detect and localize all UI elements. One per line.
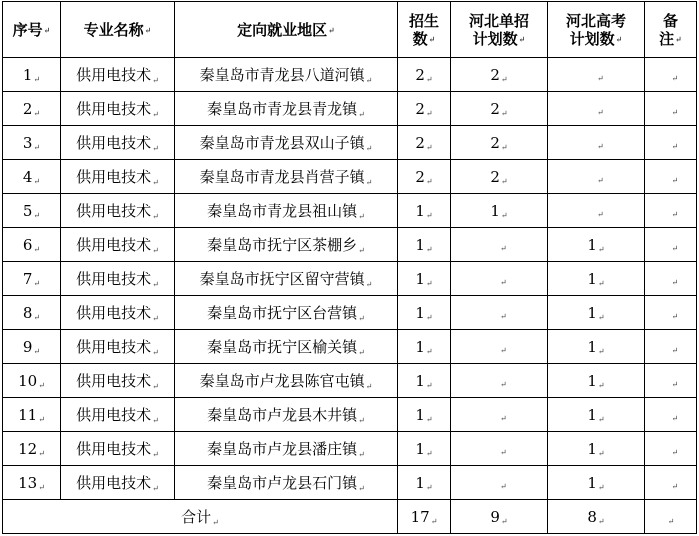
table-row bbox=[3, 296, 697, 330]
note-cell bbox=[645, 92, 697, 126]
paragraph-mark-icon: ↵ bbox=[500, 244, 507, 253]
paragraph-mark-icon: ↵ bbox=[671, 142, 679, 151]
single-plan-cell bbox=[451, 398, 548, 432]
major-cell-text: 供用电技术 bbox=[76, 304, 152, 322]
enroll-cell-text: 1 bbox=[415, 371, 425, 390]
enroll-cell bbox=[398, 194, 451, 228]
paragraph-mark-icon: ↵ bbox=[152, 382, 159, 391]
paragraph-mark-icon: ↵ bbox=[500, 346, 507, 355]
seq-cell-text: 8 bbox=[22, 303, 33, 322]
region-cell-text: 秦皇岛市卢龙县木井镇 bbox=[207, 406, 358, 424]
paragraph-mark-icon: ↵ bbox=[212, 518, 219, 527]
note-cell bbox=[645, 126, 697, 160]
note-cell bbox=[645, 228, 697, 262]
region-cell bbox=[175, 194, 398, 228]
seq-cell bbox=[3, 262, 61, 296]
region-cell-text: 秦皇岛市青龙县肖营子镇 bbox=[199, 168, 365, 186]
single-plan-cell-text: 2 bbox=[490, 99, 500, 118]
major-cell bbox=[61, 296, 175, 330]
gaokao-plan-cell bbox=[548, 58, 645, 92]
gaokao-plan-cell bbox=[548, 398, 645, 432]
paragraph-mark-icon: ↵ bbox=[597, 108, 604, 117]
major-cell bbox=[61, 466, 175, 500]
header-major: 专业名称↵ bbox=[61, 2, 175, 58]
paragraph-mark-icon: ↵ bbox=[597, 244, 605, 254]
paragraph-mark-icon: ↵ bbox=[597, 414, 605, 424]
total-single-plan: 9↵ bbox=[451, 500, 548, 534]
paragraph-mark-icon: ↵ bbox=[597, 448, 605, 458]
table-row bbox=[3, 160, 697, 194]
paragraph-mark-icon: ↵ bbox=[425, 312, 433, 322]
major-cell-text: 供用电技术 bbox=[76, 202, 152, 220]
enroll-cell bbox=[398, 296, 451, 330]
paragraph-mark-icon: ↵ bbox=[671, 414, 679, 423]
paragraph-mark-icon: ↵ bbox=[597, 142, 604, 151]
paragraph-mark-icon: ↵ bbox=[365, 76, 373, 85]
major-cell-text: 供用电技术 bbox=[76, 100, 152, 118]
gaokao-plan-cell bbox=[548, 160, 645, 194]
paragraph-mark-icon: ↵ bbox=[152, 416, 159, 425]
single-plan-cell bbox=[451, 466, 548, 500]
paragraph-mark-icon: ↵ bbox=[425, 142, 433, 152]
enroll-cell bbox=[398, 58, 451, 92]
enroll-cell-text: 1 bbox=[415, 439, 425, 458]
region-cell-text: 秦皇岛市抚宁区台营镇 bbox=[207, 304, 358, 322]
paragraph-mark-icon: ↵ bbox=[358, 450, 365, 459]
paragraph-mark-icon: ↵ bbox=[425, 482, 433, 492]
seq-cell-text: 4 bbox=[22, 167, 33, 186]
region-cell bbox=[175, 92, 398, 126]
paragraph-mark-icon: ↵ bbox=[38, 448, 45, 458]
paragraph-mark-icon: ↵ bbox=[425, 448, 433, 458]
paragraph-mark-icon: ↵ bbox=[671, 278, 679, 287]
enroll-cell bbox=[398, 262, 451, 296]
gaokao-plan-cell bbox=[548, 364, 645, 398]
paragraph-mark-icon: ↵ bbox=[671, 244, 679, 253]
seq-cell bbox=[3, 126, 61, 160]
paragraph-mark-icon: ↵ bbox=[597, 516, 605, 526]
gaokao-plan-cell bbox=[548, 432, 645, 466]
region-cell bbox=[175, 432, 398, 466]
paragraph-mark-icon: ↵ bbox=[425, 74, 433, 84]
table-body bbox=[3, 58, 697, 534]
paragraph-mark-icon: ↵ bbox=[425, 210, 433, 220]
region-cell-text: 秦皇岛市抚宁区榆关镇 bbox=[207, 338, 358, 356]
region-cell-text: 秦皇岛市青龙县青龙镇 bbox=[207, 100, 358, 118]
gaokao-plan-cell bbox=[548, 228, 645, 262]
paragraph-mark-icon: ↵ bbox=[425, 108, 433, 118]
paragraph-mark-icon: ↵ bbox=[500, 210, 508, 220]
major-cell-text: 供用电技术 bbox=[76, 338, 152, 356]
region-cell bbox=[175, 398, 398, 432]
major-cell-text: 供用电技术 bbox=[76, 406, 152, 424]
gaokao-plan-cell-text: 1 bbox=[587, 405, 597, 424]
single-plan-cell bbox=[451, 58, 548, 92]
paragraph-mark-icon: ↵ bbox=[425, 346, 433, 356]
paragraph-mark-icon: ↵ bbox=[358, 110, 365, 119]
note-cell bbox=[645, 364, 697, 398]
region-cell-text: 秦皇岛市卢龙县潘庄镇 bbox=[207, 440, 358, 458]
enroll-cell-text: 2 bbox=[415, 133, 425, 152]
seq-cell-text: 11 bbox=[18, 405, 38, 424]
major-cell bbox=[61, 364, 175, 398]
region-cell bbox=[175, 228, 398, 262]
paragraph-mark-icon: ↵ bbox=[152, 110, 159, 119]
single-plan-cell-text: 2 bbox=[490, 167, 500, 186]
paragraph-mark-icon: ↵ bbox=[358, 314, 365, 323]
paragraph-mark-icon: ↵ bbox=[358, 246, 365, 255]
note-cell bbox=[645, 296, 697, 330]
total-enroll: 17↵ bbox=[398, 500, 451, 534]
region-cell-text: 秦皇岛市青龙县八道河镇 bbox=[199, 66, 365, 84]
paragraph-mark-icon: ↵ bbox=[671, 176, 679, 185]
enroll-cell bbox=[398, 160, 451, 194]
paragraph-mark-icon: ↵ bbox=[358, 484, 365, 493]
region-cell-text: 秦皇岛市青龙县祖山镇 bbox=[207, 202, 358, 220]
enroll-cell bbox=[398, 228, 451, 262]
seq-cell bbox=[3, 398, 61, 432]
major-cell bbox=[61, 330, 175, 364]
seq-cell-text: 6 bbox=[22, 235, 33, 254]
paragraph-mark-icon: ↵ bbox=[152, 484, 159, 493]
enroll-cell bbox=[398, 432, 451, 466]
paragraph-mark-icon: ↵ bbox=[33, 346, 41, 356]
single-plan-cell bbox=[451, 296, 548, 330]
gaokao-plan-cell-text: 1 bbox=[587, 269, 597, 288]
paragraph-mark-icon: ↵ bbox=[152, 280, 159, 289]
enroll-cell-text: 1 bbox=[415, 337, 425, 356]
note-cell bbox=[645, 160, 697, 194]
seq-cell bbox=[3, 228, 61, 262]
gaokao-plan-cell-text: 1 bbox=[587, 439, 597, 458]
region-cell bbox=[175, 58, 398, 92]
major-cell-text: 供用电技术 bbox=[76, 270, 152, 288]
paragraph-mark-icon: ↵ bbox=[500, 278, 507, 287]
note-cell bbox=[645, 262, 697, 296]
gaokao-plan-cell-text: 1 bbox=[587, 235, 597, 254]
region-cell-text: 秦皇岛市青龙县双山子镇 bbox=[199, 134, 365, 152]
gaokao-plan-cell bbox=[548, 296, 645, 330]
paragraph-mark-icon: ↵ bbox=[33, 278, 41, 288]
major-cell bbox=[61, 160, 175, 194]
note-cell bbox=[645, 466, 697, 500]
paragraph-mark-icon: ↵ bbox=[500, 142, 508, 152]
enroll-cell-text: 2 bbox=[415, 167, 425, 186]
enroll-cell-text: 1 bbox=[415, 303, 425, 322]
paragraph-mark-icon: ↵ bbox=[671, 380, 679, 389]
major-cell-text: 供用电技术 bbox=[76, 168, 152, 186]
paragraph-mark-icon: ↵ bbox=[671, 312, 679, 321]
paragraph-mark-icon: ↵ bbox=[358, 416, 365, 425]
major-cell bbox=[61, 262, 175, 296]
seq-cell-text: 10 bbox=[18, 371, 38, 390]
region-cell bbox=[175, 296, 398, 330]
paragraph-mark-icon: ↵ bbox=[597, 74, 604, 83]
region-cell-text: 秦皇岛市抚宁区茶棚乡 bbox=[207, 236, 358, 254]
table-row bbox=[3, 432, 697, 466]
note-cell bbox=[645, 330, 697, 364]
major-cell-text: 供用电技术 bbox=[76, 66, 152, 84]
table-row bbox=[3, 228, 697, 262]
enroll-cell bbox=[398, 330, 451, 364]
seq-cell bbox=[3, 330, 61, 364]
paragraph-mark-icon: ↵ bbox=[33, 210, 41, 220]
region-cell bbox=[175, 262, 398, 296]
region-cell-text: 秦皇岛市抚宁区留守营镇 bbox=[199, 270, 365, 288]
table-row bbox=[3, 466, 697, 500]
paragraph-mark-icon: ↵ bbox=[365, 382, 373, 391]
single-plan-cell bbox=[451, 126, 548, 160]
single-plan-cell bbox=[451, 228, 548, 262]
total-gaokao-plan: 8↵ bbox=[548, 500, 645, 534]
paragraph-mark-icon: ↵ bbox=[597, 210, 604, 219]
header-enroll: 招生 数↵ bbox=[398, 2, 451, 58]
paragraph-mark-icon: ↵ bbox=[33, 142, 41, 152]
seq-cell bbox=[3, 92, 61, 126]
note-cell bbox=[645, 432, 697, 466]
paragraph-mark-icon: ↵ bbox=[425, 380, 433, 390]
seq-cell bbox=[3, 194, 61, 228]
paragraph-mark-icon: ↵ bbox=[671, 210, 679, 219]
table-row bbox=[3, 126, 697, 160]
table-row bbox=[3, 92, 697, 126]
header-gaokao-plan: 河北高考 计划数↵ bbox=[548, 2, 645, 58]
note-cell bbox=[645, 398, 697, 432]
seq-cell bbox=[3, 432, 61, 466]
single-plan-cell bbox=[451, 330, 548, 364]
paragraph-mark-icon: ↵ bbox=[425, 244, 433, 254]
paragraph-mark-icon: ↵ bbox=[597, 346, 605, 356]
paragraph-mark-icon: ↵ bbox=[358, 212, 365, 221]
header-note: 备 注↵ bbox=[645, 2, 697, 58]
single-plan-cell bbox=[451, 194, 548, 228]
paragraph-mark-icon: ↵ bbox=[597, 278, 605, 288]
paragraph-mark-icon: ↵ bbox=[152, 450, 159, 459]
major-cell-text: 供用电技术 bbox=[76, 236, 152, 254]
region-cell-text: 秦皇岛市卢龙县石门镇 bbox=[207, 474, 358, 492]
paragraph-mark-icon: ↵ bbox=[152, 314, 159, 323]
paragraph-mark-icon: ↵ bbox=[33, 74, 41, 84]
paragraph-mark-icon: ↵ bbox=[671, 346, 679, 355]
paragraph-mark-icon: ↵ bbox=[358, 348, 365, 357]
major-cell bbox=[61, 194, 175, 228]
single-plan-cell bbox=[451, 364, 548, 398]
major-cell bbox=[61, 432, 175, 466]
single-plan-cell-text: 2 bbox=[490, 65, 500, 84]
paragraph-mark-icon: ↵ bbox=[667, 516, 675, 526]
seq-cell-text: 9 bbox=[22, 337, 33, 356]
total-label: 合计↵ bbox=[3, 500, 398, 534]
paragraph-mark-icon: ↵ bbox=[425, 176, 433, 186]
note-cell bbox=[645, 194, 697, 228]
seq-cell-text: 2 bbox=[22, 99, 33, 118]
paragraph-mark-icon: ↵ bbox=[597, 482, 605, 492]
paragraph-mark-icon: ↵ bbox=[152, 144, 159, 153]
paragraph-mark-icon: ↵ bbox=[671, 74, 679, 83]
table-row bbox=[3, 364, 697, 398]
region-cell bbox=[175, 330, 398, 364]
major-cell bbox=[61, 228, 175, 262]
paragraph-mark-icon: ↵ bbox=[671, 448, 679, 457]
major-cell bbox=[61, 398, 175, 432]
paragraph-mark-icon: ↵ bbox=[500, 380, 507, 389]
paragraph-mark-icon: ↵ bbox=[152, 76, 159, 85]
gaokao-plan-cell-text: 1 bbox=[587, 371, 597, 390]
enroll-cell bbox=[398, 92, 451, 126]
header-row bbox=[3, 2, 697, 58]
paragraph-mark-icon: ↵ bbox=[152, 348, 159, 357]
seq-cell-text: 7 bbox=[22, 269, 33, 288]
total-note bbox=[645, 500, 697, 534]
paragraph-mark-icon: ↵ bbox=[597, 176, 604, 185]
paragraph-mark-icon: ↵ bbox=[33, 176, 41, 186]
paragraph-mark-icon: ↵ bbox=[500, 312, 507, 321]
paragraph-mark-icon: ↵ bbox=[152, 212, 159, 221]
major-cell-text: 供用电技术 bbox=[76, 440, 152, 458]
enroll-cell bbox=[398, 466, 451, 500]
table-row bbox=[3, 398, 697, 432]
paragraph-mark-icon: ↵ bbox=[33, 312, 41, 322]
table-row bbox=[3, 194, 697, 228]
seq-cell bbox=[3, 296, 61, 330]
total-row bbox=[3, 500, 697, 534]
paragraph-mark-icon: ↵ bbox=[33, 108, 41, 118]
major-cell bbox=[61, 58, 175, 92]
paragraph-mark-icon: ↵ bbox=[365, 178, 373, 187]
major-cell bbox=[61, 126, 175, 160]
major-cell-text: 供用电技术 bbox=[76, 372, 152, 390]
seq-cell-text: 3 bbox=[22, 133, 33, 152]
enroll-cell-text: 1 bbox=[415, 201, 425, 220]
paragraph-mark-icon: ↵ bbox=[500, 414, 507, 423]
enroll-cell-text: 1 bbox=[415, 405, 425, 424]
enroll-cell-text: 1 bbox=[415, 269, 425, 288]
paragraph-mark-icon: ↵ bbox=[38, 482, 45, 492]
header-region: 定向就业地区↵ bbox=[175, 2, 398, 58]
seq-cell-text: 13 bbox=[18, 473, 38, 492]
gaokao-plan-cell-text: 1 bbox=[587, 303, 597, 322]
single-plan-cell-text: 2 bbox=[490, 133, 500, 152]
region-cell bbox=[175, 126, 398, 160]
paragraph-mark-icon: ↵ bbox=[365, 144, 373, 153]
enroll-cell-text: 2 bbox=[415, 65, 425, 84]
paragraph-mark-icon: ↵ bbox=[597, 380, 605, 390]
paragraph-mark-icon: ↵ bbox=[152, 246, 159, 255]
paragraph-mark-icon: ↵ bbox=[430, 516, 438, 526]
header-single-plan: 河北单招 计划数↵ bbox=[451, 2, 548, 58]
gaokao-plan-cell bbox=[548, 466, 645, 500]
paragraph-mark-icon: ↵ bbox=[500, 482, 507, 491]
region-cell bbox=[175, 466, 398, 500]
gaokao-plan-cell-text: 1 bbox=[587, 337, 597, 356]
paragraph-mark-icon: ↵ bbox=[365, 280, 373, 289]
header-seq: 序号↵ bbox=[3, 2, 61, 58]
paragraph-mark-icon: ↵ bbox=[500, 74, 508, 84]
paragraph-mark-icon: ↵ bbox=[671, 482, 679, 491]
table-row bbox=[3, 330, 697, 364]
seq-cell bbox=[3, 58, 61, 92]
gaokao-plan-cell bbox=[548, 126, 645, 160]
enroll-cell-text: 1 bbox=[415, 235, 425, 254]
region-cell bbox=[175, 364, 398, 398]
region-cell-text: 秦皇岛市卢龙县陈官屯镇 bbox=[199, 372, 365, 390]
paragraph-mark-icon: ↵ bbox=[38, 414, 45, 424]
note-cell bbox=[645, 58, 697, 92]
gaokao-plan-cell bbox=[548, 262, 645, 296]
gaokao-plan-cell bbox=[548, 330, 645, 364]
seq-cell bbox=[3, 160, 61, 194]
seq-cell bbox=[3, 466, 61, 500]
single-plan-cell-text: 1 bbox=[490, 201, 500, 220]
gaokao-plan-cell bbox=[548, 194, 645, 228]
paragraph-mark-icon: ↵ bbox=[671, 108, 679, 117]
paragraph-mark-icon: ↵ bbox=[500, 448, 507, 457]
enroll-cell bbox=[398, 364, 451, 398]
paragraph-mark-icon: ↵ bbox=[33, 244, 41, 254]
gaokao-plan-cell bbox=[548, 92, 645, 126]
table-row bbox=[3, 262, 697, 296]
enroll-cell bbox=[398, 398, 451, 432]
seq-cell-text: 1 bbox=[22, 65, 33, 84]
gaokao-plan-cell-text: 1 bbox=[587, 473, 597, 492]
paragraph-mark-icon: ↵ bbox=[500, 176, 508, 186]
region-cell bbox=[175, 160, 398, 194]
paragraph-mark-icon: ↵ bbox=[425, 414, 433, 424]
paragraph-mark-icon: ↵ bbox=[425, 278, 433, 288]
single-plan-cell bbox=[451, 432, 548, 466]
paragraph-mark-icon: ↵ bbox=[500, 516, 508, 526]
paragraph-mark-icon: ↵ bbox=[152, 178, 159, 187]
table-row bbox=[3, 58, 697, 92]
single-plan-cell bbox=[451, 92, 548, 126]
single-plan-cell bbox=[451, 160, 548, 194]
major-cell-text: 供用电技术 bbox=[76, 134, 152, 152]
paragraph-mark-icon: ↵ bbox=[38, 380, 45, 390]
paragraph-mark-icon: ↵ bbox=[500, 108, 508, 118]
paragraph-mark-icon: ↵ bbox=[597, 312, 605, 322]
seq-cell-text: 12 bbox=[18, 439, 38, 458]
seq-cell-text: 5 bbox=[22, 201, 33, 220]
single-plan-cell bbox=[451, 262, 548, 296]
enroll-cell-text: 2 bbox=[415, 99, 425, 118]
enroll-cell bbox=[398, 126, 451, 160]
major-cell bbox=[61, 92, 175, 126]
enroll-cell-text: 1 bbox=[415, 473, 425, 492]
seq-cell bbox=[3, 364, 61, 398]
major-cell-text: 供用电技术 bbox=[76, 474, 152, 492]
enrollment-plan-table bbox=[2, 1, 697, 534]
